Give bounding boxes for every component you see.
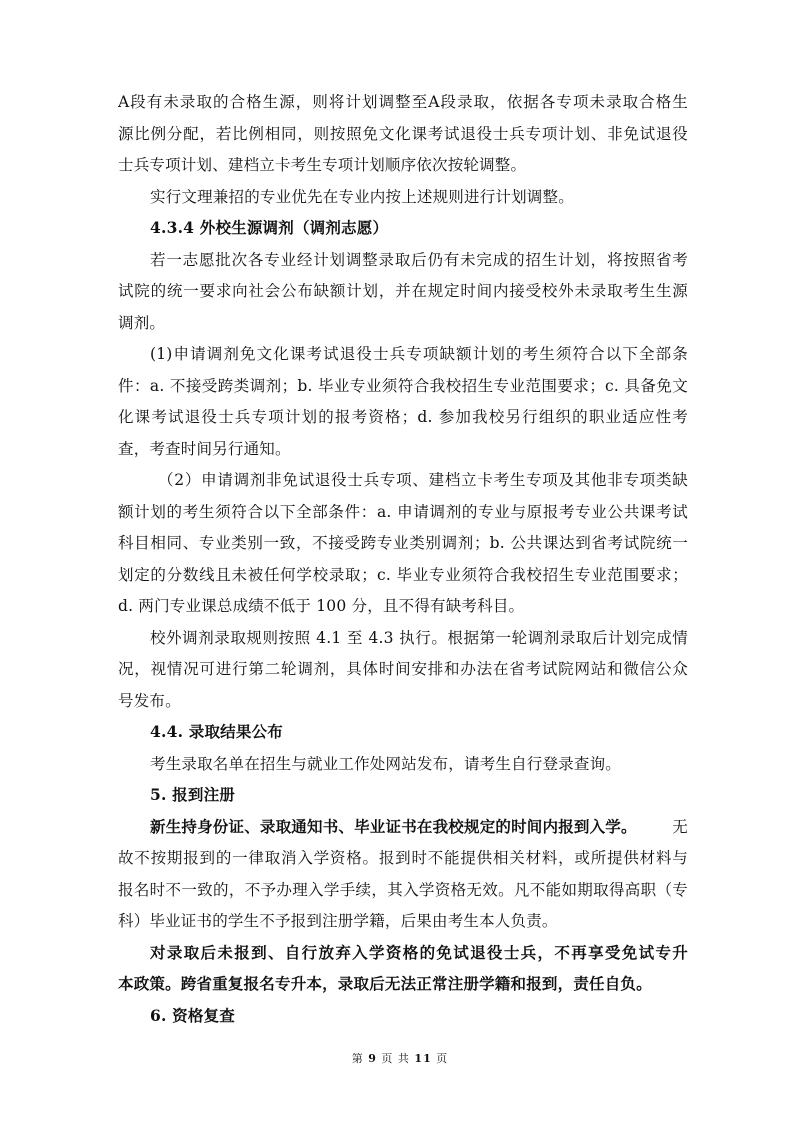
page-footer bbox=[0, 1052, 800, 1066]
paragraph-line: 士兵专项计划、建档立卡考生专项计划顺序依次按轮调整。 bbox=[118, 156, 527, 174]
footer-pre: 第 bbox=[351, 1052, 364, 1065]
section-heading: 6. 资格复查 bbox=[150, 1005, 235, 1025]
trailing-char: 无 bbox=[672, 817, 688, 836]
paragraph-line: 故不按期报到的一律取消入学资格。报到时不能提供相关材料，或所提供材料与 bbox=[118, 849, 688, 867]
section-heading: 4.3.4 外校生源调剂（调剂志愿） bbox=[150, 218, 389, 237]
bold-paragraph-line: 对录取后未报到、自行放弃入学资格的免试退役士兵，不再享受免试专升 bbox=[150, 942, 688, 962]
paragraph-line: 实行文理兼招的专业优先在专业内按上述规则进行计划调整。 bbox=[150, 187, 574, 206]
paragraph-line: 查，考查时间另行通知。 bbox=[118, 439, 291, 458]
paragraph-line: 号发布。 bbox=[118, 691, 181, 710]
paragraph-line: 若一志愿批次各专业经计划调整录取后仍有未完成的招生计划，将按照省考 bbox=[150, 250, 688, 269]
section-heading: 5. 报到注册 bbox=[150, 785, 235, 804]
paragraph-line: 况，视情况可进行第二轮调剂，具体时间安排和办法在省考试院网站和微信公众 bbox=[118, 660, 688, 678]
paragraph-line: 报名时不一致的，不予办理入学手续，其入学资格无效。凡不能如期取得高职（专 bbox=[118, 880, 688, 899]
paragraph-line: 考生录取名单在招生与就业工作处网站发布，请考生自行登录查询。 bbox=[150, 754, 622, 773]
paragraph-line: d. 两门专业课总成绩不低于 100 分，且不得有缺考科目。 bbox=[118, 597, 525, 615]
paragraph-line: （2）申请调剂非免试退役士兵专项、建档立卡考生专项及其他非专项类缺 bbox=[158, 471, 688, 489]
section-heading: 4.4. 录取结果公布 bbox=[150, 722, 283, 741]
paragraph-line: A段有未录取的合格生源，则将计划调整至A段录取，依据各专项未录取合格生 bbox=[118, 93, 688, 111]
current-page-number: 9 bbox=[368, 1052, 377, 1065]
paragraph-line: 化课考试退役士兵专项计划的报考资格；d. 参加我校另行组织的职业适应性考 bbox=[118, 408, 688, 426]
paragraph-line: 源比例分配，若比例相同，则按照免文化课考试退役士兵专项计划、非免试退役 bbox=[118, 124, 688, 143]
bold-paragraph-line: 本政策。跨省重复报名专升本，录取后无法正常注册学籍和报到，责任自负。 bbox=[118, 974, 652, 993]
paragraph-line: 试院的统一要求向社会公布缺额计划，并在规定时间内接受校外未录取考生生源 bbox=[118, 282, 688, 300]
paragraph-line: 科）毕业证书的学生不予报到注册学籍，后果由考生本人负责。 bbox=[118, 912, 558, 930]
paragraph-line: 划定的分数线且未被任何学校录取；c. 毕业专业须符合我校招生专业范围要求； bbox=[118, 565, 688, 584]
paragraph-line: 件：a. 不接受跨类调剂；b. 毕业专业须符合我校招生专业范围要求；c. 具备免文 bbox=[118, 376, 688, 395]
paragraph-line: (1)申请调剂免文化课考试退役士兵专项缺额计划的考生须符合以下全部条 bbox=[150, 345, 688, 363]
bold-sentence: 新生持身份证、录取通知书、毕业证书在我校规定的时间内报到入学。 bbox=[150, 816, 637, 836]
footer-post: 页 bbox=[436, 1052, 449, 1065]
paragraph-line bbox=[150, 817, 688, 837]
footer-mid: 页 共 bbox=[381, 1052, 410, 1065]
total-page-count: 11 bbox=[414, 1052, 432, 1065]
paragraph-line: 额计划的考生须符合以下全部条件：a. 申请调剂的专业与原报考专业公共课考试 bbox=[118, 502, 688, 521]
paragraph-line: 调剂。 bbox=[118, 313, 166, 332]
paragraph-line: 校外调剂录取规则按照 4.1 至 4.3 执行。根据第一轮调剂录取后计划完成情 bbox=[150, 628, 688, 647]
paragraph-line: 科目相同、专业类别一致，不接受跨专业类别调剂；b. 公共课达到省考试院统一 bbox=[118, 534, 688, 552]
